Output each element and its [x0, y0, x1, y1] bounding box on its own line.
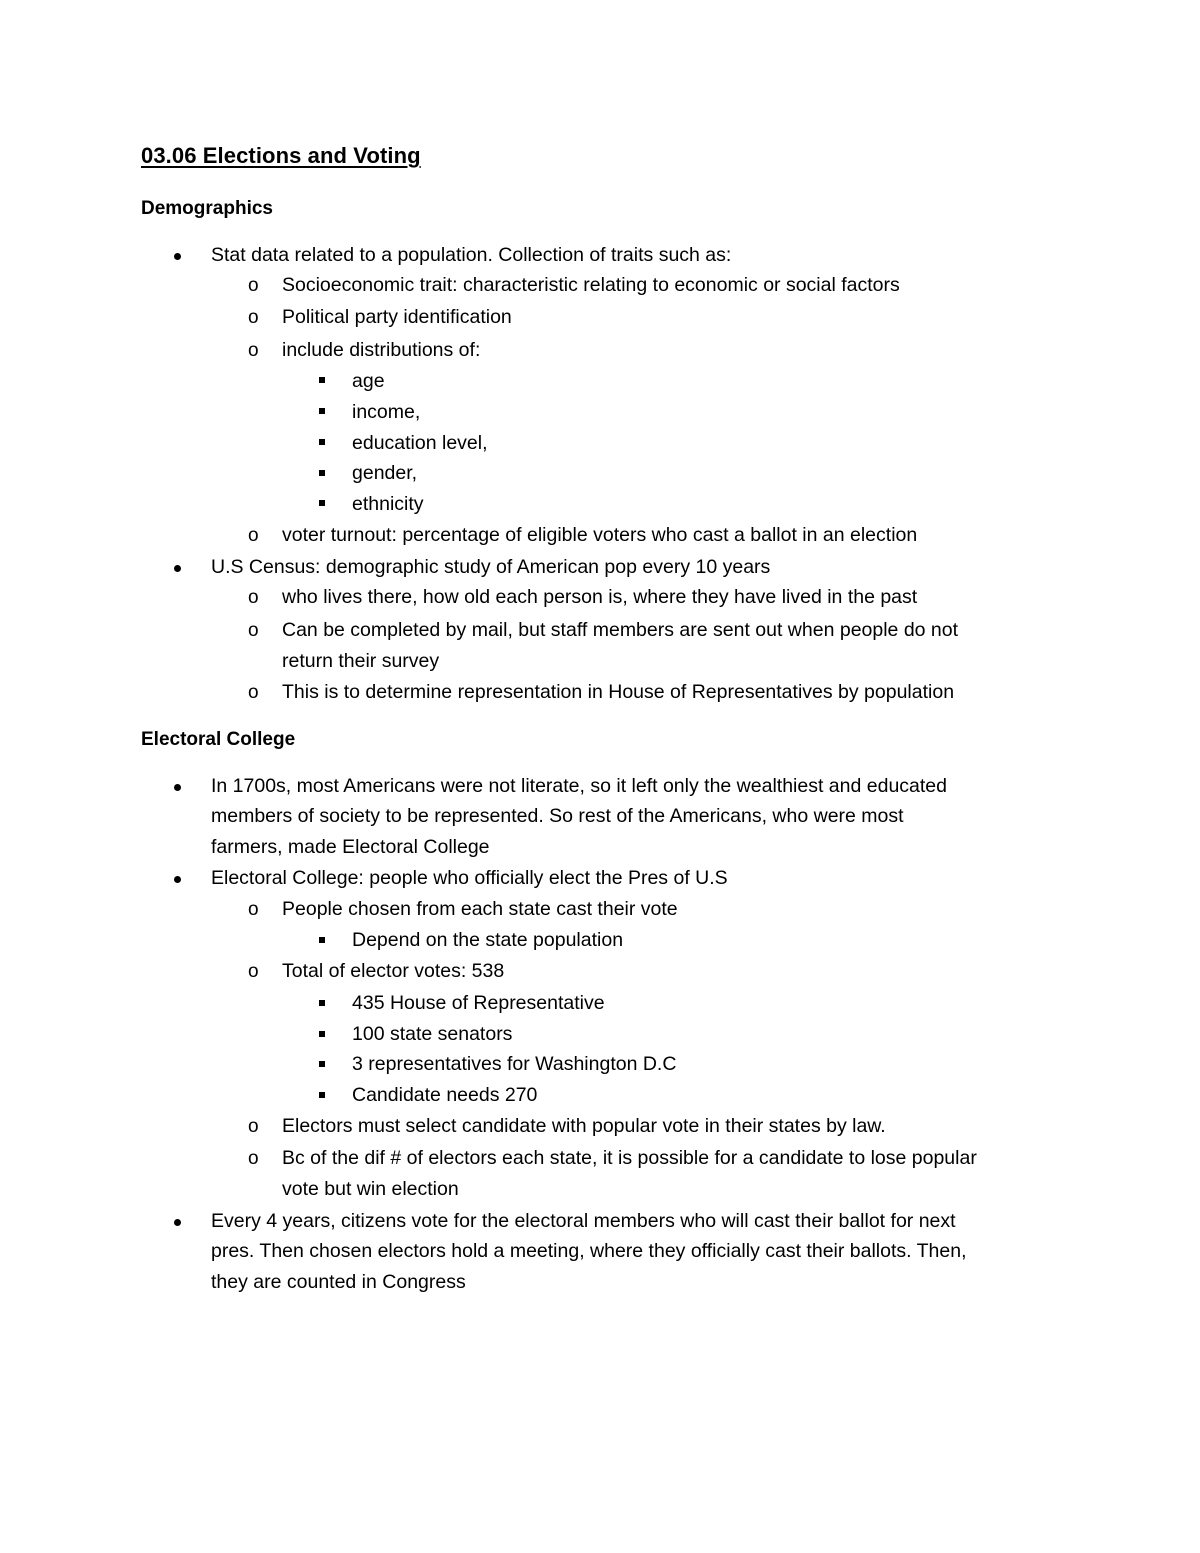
list-item: Political party identification [282, 306, 512, 328]
section-heading-electoral-college: Electoral College [141, 729, 296, 750]
list-item: Bc of the dif # of electors each state, it is possible for a candidate to lose popular [282, 1147, 977, 1169]
bullet-square [319, 408, 325, 414]
bullet-square [319, 439, 325, 445]
list-item: 100 state senators [352, 1023, 513, 1045]
bullet-circle: o [248, 1116, 259, 1137]
bullet-square [319, 1000, 325, 1006]
list-item: income, [352, 401, 421, 423]
list-item-continuation: members of society to be represented. So rest of the Americans, who were most [211, 805, 904, 827]
list-item-continuation: they are counted in Congress [211, 1271, 466, 1293]
bullet-circle: o [248, 307, 259, 328]
list-item: gender, [352, 462, 418, 484]
bullet-square [319, 1031, 325, 1037]
list-item: include distributions of: [282, 339, 481, 361]
list-item: Every 4 years, citizens vote for the electoral members who will cast their ballot for next [211, 1210, 956, 1232]
bullet-square [319, 1092, 325, 1098]
bullet-square [319, 377, 325, 383]
bullet-disc [174, 1219, 181, 1226]
bullet-circle: o [248, 275, 259, 296]
bullet-circle: o [248, 1148, 259, 1169]
list-item: who lives there, how old each person is, where they have lived in the past [282, 586, 918, 608]
list-item-continuation: farmers, made Electoral College [211, 836, 490, 858]
list-item: Total of elector votes: 538 [282, 960, 505, 982]
list-item: In 1700s, most Americans were not literate, so it left only the wealthiest and educated [211, 775, 947, 797]
bullet-circle: o [248, 682, 259, 703]
list-item: Electors must select candidate with popular vote in their states by law. [282, 1115, 886, 1137]
list-item: education level, [352, 432, 488, 454]
bullet-square [319, 470, 325, 476]
section-heading-demographics: Demographics [141, 198, 273, 219]
list-item: Can be completed by mail, but staff members are sent out when people do not [282, 619, 959, 641]
bullet-circle: o [248, 340, 259, 361]
list-item: 3 representatives for Washington D.C [352, 1053, 677, 1075]
bullet-square [319, 1061, 325, 1067]
bullet-disc [174, 565, 181, 572]
list-item-continuation: pres. Then chosen electors hold a meeting, where they officially cast their ballots. Then, [211, 1240, 967, 1262]
list-item: Candidate needs 270 [352, 1084, 538, 1106]
list-item: voter turnout: percentage of eligible voters who cast a ballot in an election [282, 524, 918, 546]
list-item-continuation: return their survey [282, 650, 440, 672]
list-item: Socioeconomic trait: characteristic relating to economic or social factors [282, 274, 900, 296]
list-item-continuation: vote but win election [282, 1178, 459, 1200]
bullet-disc [174, 876, 181, 883]
bullet-circle: o [248, 899, 259, 920]
list-item: ethnicity [352, 493, 424, 515]
list-item: Stat data related to a population. Collection of traits such as: [211, 244, 732, 266]
bullet-circle: o [248, 961, 259, 982]
bullet-square [319, 500, 325, 506]
list-item: Electoral College: people who officially elect the Pres of U.S [211, 867, 728, 889]
document-title: 03.06 Elections and Voting [141, 143, 421, 168]
list-item: People chosen from each state cast their vote [282, 898, 678, 920]
list-item: U.S Census: demographic study of American pop every 10 years [211, 556, 771, 578]
bullet-square [319, 937, 325, 943]
bullet-disc [174, 253, 181, 260]
bullet-disc [174, 784, 181, 791]
list-item: age [352, 370, 385, 392]
bullet-circle: o [248, 525, 259, 546]
list-item: 435 House of Representative [352, 992, 605, 1014]
bullet-circle: o [248, 587, 259, 608]
list-item: This is to determine representation in House of Representatives by population [282, 681, 955, 703]
list-item: Depend on the state population [352, 929, 624, 951]
bullet-circle: o [248, 620, 259, 641]
